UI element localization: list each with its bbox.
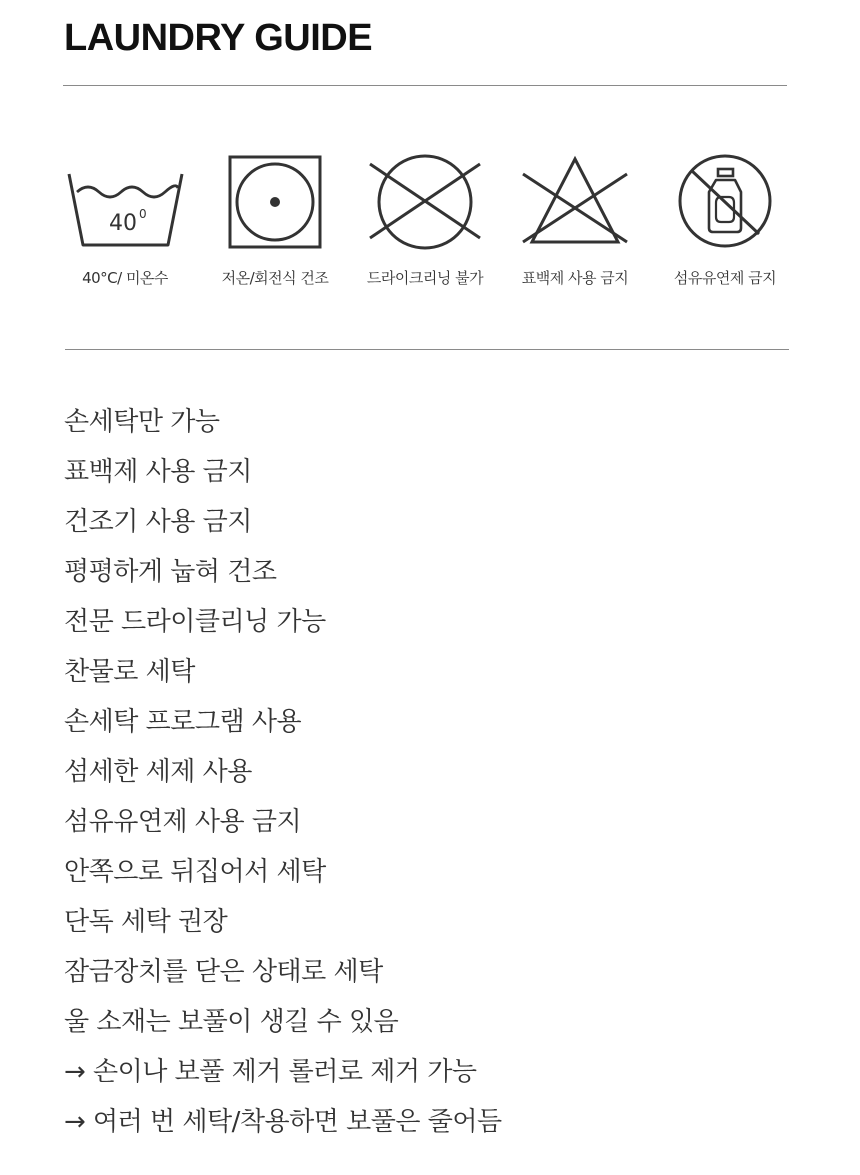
care-symbol-label: 섬유유연제 금지 — [673, 269, 777, 287]
instruction-item: 전문 드라이클리닝 가능 — [64, 607, 326, 637]
care-symbol-label: 40°C/ 미온수 — [82, 269, 168, 287]
instruction-item: 찬물로 세탁 — [64, 657, 195, 687]
care-instructions-list — [64, 400, 502, 1150]
care-symbol-wash-40 — [50, 150, 200, 300]
instruction-item: 건조기 사용 금지 — [64, 507, 252, 537]
no-fabric-softener-icon — [665, 150, 785, 250]
care-symbol-label: 저온/회전식 건조 — [221, 269, 329, 287]
page-title: LAUNDRY GUIDE — [64, 17, 373, 59]
wash-tub-40-icon — [65, 150, 185, 250]
section-divider — [65, 349, 789, 350]
care-symbol-tumble-dry — [200, 150, 350, 300]
wash-temp-text: 40 — [109, 211, 137, 236]
instruction-item: 안쪽으로 뒤집어서 세탁 — [64, 857, 326, 887]
instruction-item: → 여러 번 세탁/착용하면 보풀은 줄어듬 — [64, 1107, 502, 1137]
care-symbol-no-bleach — [500, 150, 650, 300]
wash-temp-superscript: 0 — [139, 207, 147, 221]
instruction-item: 단독 세탁 권장 — [64, 907, 228, 937]
care-symbol-label: 드라이크리닝 불가 — [366, 269, 484, 287]
top-divider — [63, 85, 787, 86]
care-symbol-no-softener — [650, 150, 800, 300]
instruction-item: 평평하게 눕혀 건조 — [64, 557, 277, 587]
no-dry-clean-icon — [365, 150, 485, 250]
instruction-item: 울 소재는 보풀이 생길 수 있음 — [64, 1007, 399, 1037]
instruction-item: → 손이나 보풀 제거 롤러로 제거 가능 — [64, 1057, 477, 1087]
tumble-dry-low-icon — [215, 150, 335, 250]
care-symbol-label: 표백제 사용 금지 — [521, 269, 629, 287]
instruction-item: 섬세한 세제 사용 — [64, 757, 252, 787]
instruction-item: 표백제 사용 금지 — [64, 457, 252, 487]
instruction-item: 잠금장치를 닫은 상태로 세탁 — [64, 957, 383, 987]
care-symbol-no-dry-clean — [350, 150, 500, 300]
care-symbols — [50, 150, 810, 300]
instruction-item: 손세탁 프로그램 사용 — [64, 707, 302, 737]
no-bleach-icon — [515, 150, 635, 250]
instruction-item: 섬유유연제 사용 금지 — [64, 807, 302, 837]
instruction-item: 손세탁만 가능 — [64, 407, 220, 437]
